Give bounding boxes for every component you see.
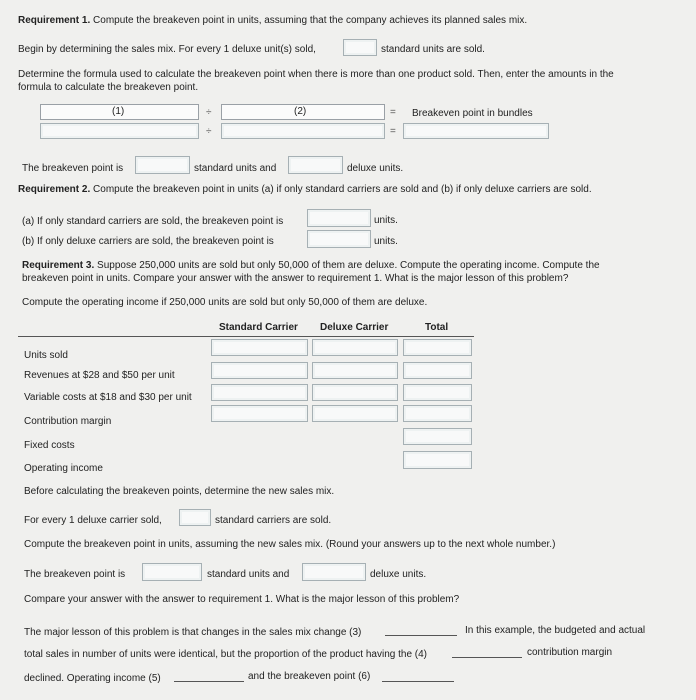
req3-heading-line [22, 260, 600, 272]
compute-be-text: Compute the breakeven point in units, assuming the new sales mix. (Round your answers up to the next whole number.) [24, 539, 556, 550]
req2-heading-text: Compute the breakeven point in units (a) if only standard carriers are sold and (b) if only deluxe carriers are sold. [93, 184, 592, 195]
cell-revenue-total[interactable] [403, 362, 472, 379]
formula-input-2[interactable] [221, 123, 385, 139]
req3-line2: breakeven point in units. Compare your answer with the answer to requirement 1. What is the major lesson of this problem? [22, 273, 569, 284]
equals-symbol-2: = [390, 126, 396, 137]
compute-oi-text: Compute the operating income if 250,000 units are sold but only 50,000 of them are deluxe. [22, 297, 428, 308]
cell-variable-standard[interactable] [211, 384, 308, 401]
determine-line2: formula to calculate the breakeven point. [18, 82, 199, 93]
formula-col2-label: (2) [294, 106, 307, 117]
cell-contribution-total[interactable] [403, 405, 472, 422]
col-header-total: Total [425, 322, 449, 333]
table-header-rule [18, 336, 474, 337]
row-label-variable-costs: Variable costs at $18 and $30 per unit [24, 392, 192, 403]
col-header-deluxe: Deluxe Carrier [320, 322, 389, 333]
new-be-standard-input[interactable] [142, 563, 202, 581]
col-header-standard: Standard Carrier [219, 322, 298, 333]
result-label: Breakeven point in bundles [412, 108, 533, 119]
cell-units-total[interactable] [403, 339, 472, 356]
cell-fixed-total[interactable] [403, 428, 472, 445]
be-prefix: The breakeven point is [22, 163, 124, 174]
req2-a-input[interactable] [307, 209, 371, 227]
lesson-dropdown-4[interactable] [452, 647, 522, 658]
divide-symbol: ÷ [206, 107, 212, 118]
be-suffix: deluxe units. [347, 163, 404, 174]
cell-variable-total[interactable] [403, 384, 472, 401]
new-be-suffix: deluxe units. [370, 569, 427, 580]
equals-symbol: = [390, 107, 396, 118]
every-prefix: For every 1 deluxe carrier sold, [24, 515, 162, 526]
row-label-contribution: Contribution margin [24, 416, 112, 427]
be-deluxe-input[interactable] [288, 156, 343, 174]
req2-heading-line [18, 184, 592, 196]
lesson-dropdown-6[interactable] [382, 671, 454, 682]
divide-symbol-2: ÷ [206, 126, 212, 137]
lesson-e: declined. Operating income (5) [24, 673, 161, 684]
cell-contribution-deluxe[interactable] [312, 405, 398, 422]
req3-heading-text: Suppose 250,000 units are sold but only 50,000 of them are deluxe. Compute the operating income. Compute the [97, 260, 600, 271]
cell-revenue-standard[interactable] [211, 362, 308, 379]
new-be-deluxe-input[interactable] [302, 563, 366, 581]
sales-mix-suffix: standard units are sold. [381, 44, 485, 55]
cell-units-deluxe[interactable] [312, 339, 398, 356]
req2-a-text: (a) If only standard carriers are sold, the breakeven point is [22, 216, 284, 227]
req2-b-units: units. [374, 236, 398, 247]
be-mid: standard units and [194, 163, 277, 174]
req2-a-units: units. [374, 215, 398, 226]
new-mix-input[interactable] [179, 509, 211, 526]
cell-contribution-standard[interactable] [211, 405, 308, 422]
be-standard-input[interactable] [135, 156, 190, 174]
cell-operating-total[interactable] [403, 451, 472, 469]
req1-heading-line [18, 15, 527, 27]
lesson-c: total sales in number of units were identical, but the proportion of the product having the (4) [24, 649, 428, 660]
cell-variable-deluxe[interactable] [312, 384, 398, 401]
determine-line1: Determine the formula used to calculate the breakeven point when there is more than one product sold. Then, enter the amounts in the [18, 69, 614, 80]
row-label-operating: Operating income [24, 463, 103, 474]
req1-heading-text: Compute the breakeven point in units, assuming that the company achieves its planned sales mix. [93, 15, 528, 26]
req1-heading: Requirement 1. [18, 15, 91, 26]
formula-col1-label: (1) [112, 106, 125, 117]
new-be-prefix: The breakeven point is [24, 569, 126, 580]
row-label-fixed: Fixed costs [24, 440, 75, 451]
lesson-d: contribution margin [527, 647, 613, 658]
lesson-dropdown-3[interactable] [385, 625, 457, 636]
formula-input-1[interactable] [40, 123, 199, 139]
lesson-dropdown-5[interactable] [174, 671, 244, 682]
cell-units-standard[interactable] [211, 339, 308, 356]
bundles-input[interactable] [403, 123, 549, 139]
sales-mix-prefix: Begin by determining the sales mix. For every 1 deluxe unit(s) sold, [18, 44, 316, 55]
lesson-b: In this example, the budgeted and actual [465, 625, 646, 636]
every-suffix: standard carriers are sold. [215, 515, 332, 526]
row-label-revenues: Revenues at $28 and $50 per unit [24, 370, 175, 381]
req2-heading: Requirement 2. [18, 184, 91, 195]
before-text: Before calculating the breakeven points, determine the new sales mix. [24, 486, 335, 497]
req3-heading: Requirement 3. [22, 260, 95, 271]
sales-mix-input[interactable] [343, 39, 377, 56]
cell-revenue-deluxe[interactable] [312, 362, 398, 379]
row-label-units: Units sold [24, 350, 68, 361]
lesson-a: The major lesson of this problem is that changes in the sales mix change (3) [24, 627, 362, 638]
compare-text: Compare your answer with the answer to requirement 1. What is the major lesson of this problem? [24, 594, 460, 605]
req2-b-text: (b) If only deluxe carriers are sold, the breakeven point is [22, 236, 274, 247]
req2-b-input[interactable] [307, 230, 371, 248]
new-be-mid: standard units and [207, 569, 290, 580]
lesson-f: and the breakeven point (6) [248, 671, 371, 682]
